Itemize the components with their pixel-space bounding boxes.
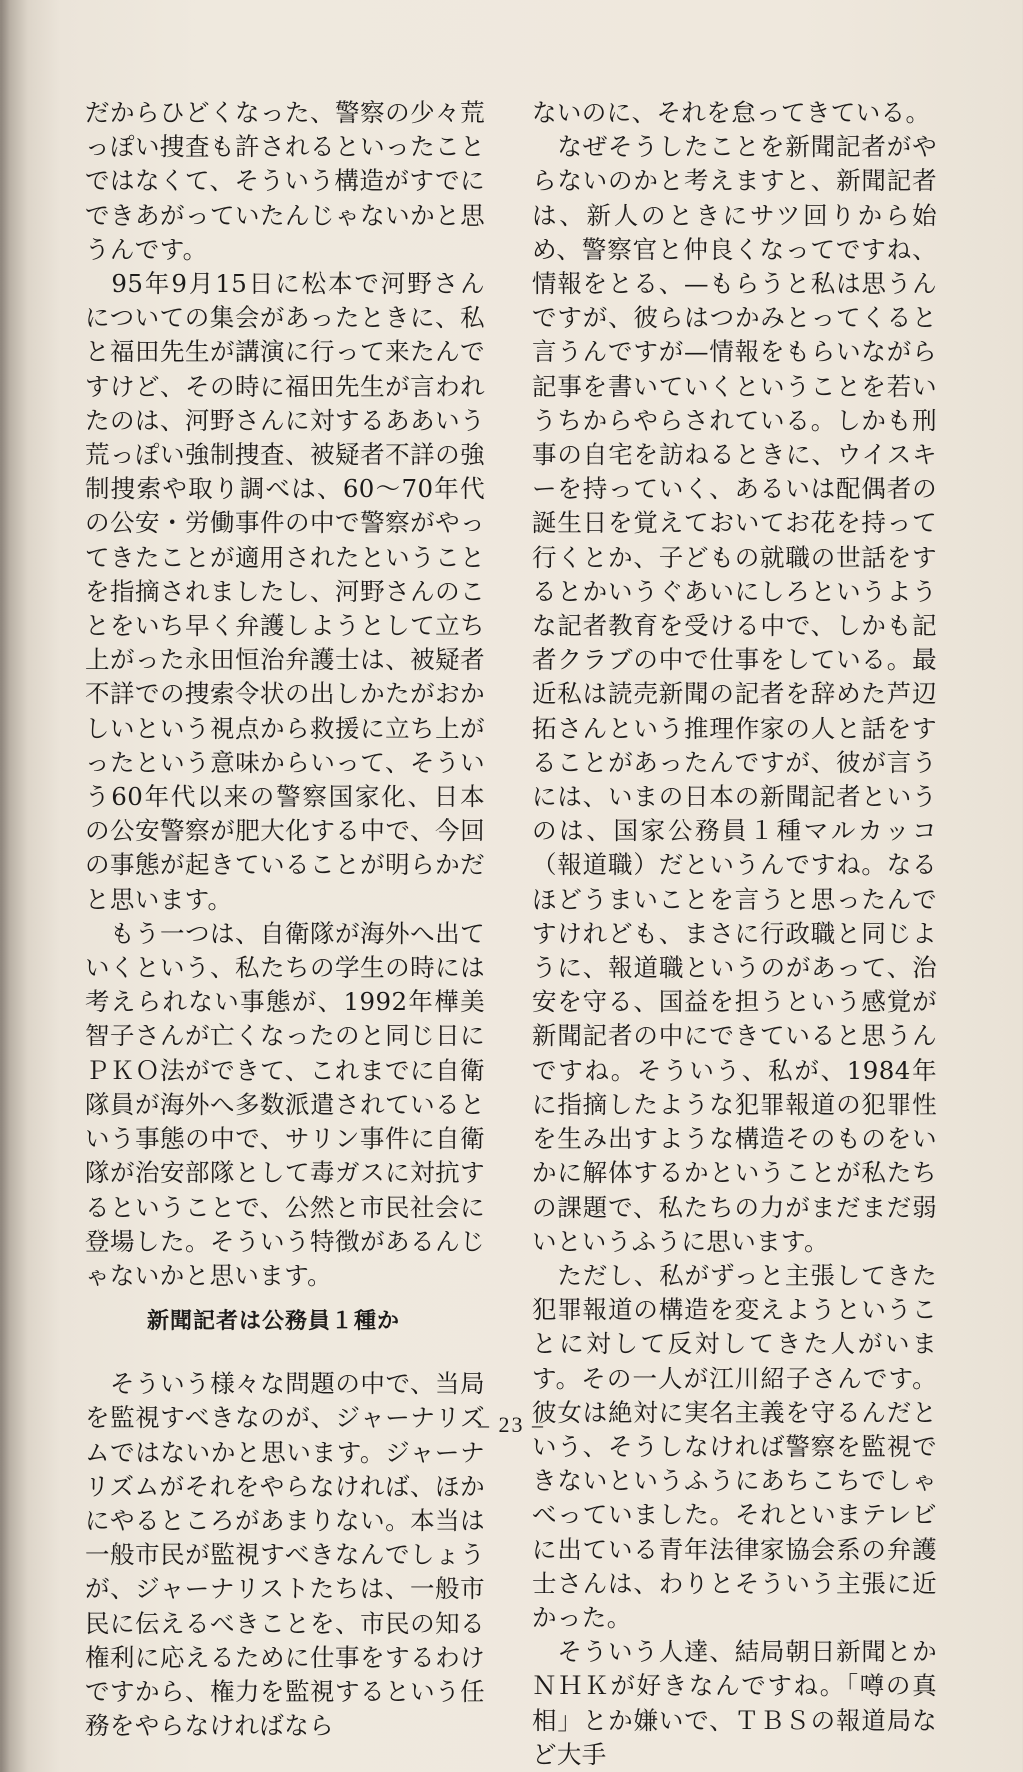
paragraph: ただし、私がずっと主張してきた犯罪報道の構造を変えようということに対して反対してきた人がいます。その一人が江川紹子さんです。彼女は絶対に実名主義を守るんだという、そうしなければ警察を監視できないというふうにあちこちでしゃべっていました。それといまテレビに出ている青年法律家協会系の弁護士さんは、わりとそういう主張に近かった。 (532, 1260, 937, 1632)
right-column (532, 96, 937, 1772)
page-number: – 23 – (478, 1412, 545, 1437)
paragraph: そういう人達、結局朝日新聞とかＮＨＫが好きなんですね。「噂の真相」とか嫌いで、ＴＢＳの報道局など大手 (532, 1637, 937, 1769)
section-heading: 新聞記者は公務員１種か (147, 1309, 401, 1335)
paragraph: そういう様々な問題の中で、当局を監視すべきなのが、ジャーナリズムではないかと思います。ジャーナリズムがそれをやらなければ、ほかにやるところがあまりない。本当は一般市民が監視すべきなんでしょうが、ジャーナリストたちは、一般市民に伝えるべきことを、市民の知る権利に応えるために仕事をするわけですから、権力を監視するという任務をやらなければなら (85, 1369, 485, 1741)
paragraph: なぜそうしたことを新聞記者がやらないのかと考えますと、新聞記者は、新人のときにサツ回りから始め、警察官と仲良くなってですね、情報をとる、—もらうと私は思うんですが、彼らはつかみとってくると言うんですが—情報をもらいながら記事を書いていくということを若いうちからやらされている。しかも刑事の自宅を訪ねるときに、ウイスキーを持っていく、あるいは配偶者の誕生日を覚えておいてお花を持って行くとか、子どもの就職の世話をするとかいうぐあいにしろというような記者教育を受ける中で、しかも記者クラブの中で仕事をしている。最近私は読売新聞の記者を辞めた芦辺拓さんという推理作家の人と話をすることがあったんですが、彼が言うには、いまの日本の新聞記者というのは、国家公務員１種マルカッコ（報道職）だというんですね。なるほどうまいことを言うと思ったんですけれども、まさに行政職と同じように、報道職というのがあって、治安を守る、国益を担うという感覚が新聞記者の中にできていると思うんですね。そういう、私が、1984年に指摘したような犯罪報道の犯罪性を生み出すような構造そのものをいかに解体するかということが私たちの課題で、私たちの力がまだまだ弱いというふうに思います。 (532, 132, 937, 1256)
paragraph: ないのに、それを怠ってきている。 (532, 98, 931, 127)
paragraph: 95年9月15日に松本で河野さんについての集会があったときに、私と福田先生が講演に行って来たんですけど、その時に福田先生が言われたのは、河野さんに対するああいう荒っぽい強制捜査、被疑者不詳の強制捜索や取り調べは、60〜70年代の公安・労働事件の中で警察がやってきたことが適用されたということを指摘されましたし、河野さんのことをいち早く弁護しようとして立ち上がった永田恒治弁護士は、被疑者不詳での捜索令状の出しかたがおかしいという視点から救援に立ち上がったという意味からいって、そういう60年代以来の警察国家化、日本の公安警察が肥大化する中で、今回の事態が起きていることが明らかだと思います。 (85, 269, 485, 914)
paragraph: もう一つは、自衛隊が海外へ出ていくという、私たちの学生の時には考えられない事態が、1992年樺美智子さんが亡くなったのと同じ日にＰＫＯ法ができて、これまでに自衛隊員が海外へ多数派遣されているという事態の中で、サリン事件に自衛隊が治安部隊として毒ガスに対抗するということで、公然と市民社会に登場した。そういう特徴があるんじゃないかと思います。 (85, 918, 485, 1290)
paragraph: だからひどくなった、警察の少々荒っぽい捜査も許されるといったことではなくて、そういう構造がすでにできあがっていたんじゃないかと思うんです。 (85, 98, 485, 264)
left-column (85, 96, 485, 1743)
